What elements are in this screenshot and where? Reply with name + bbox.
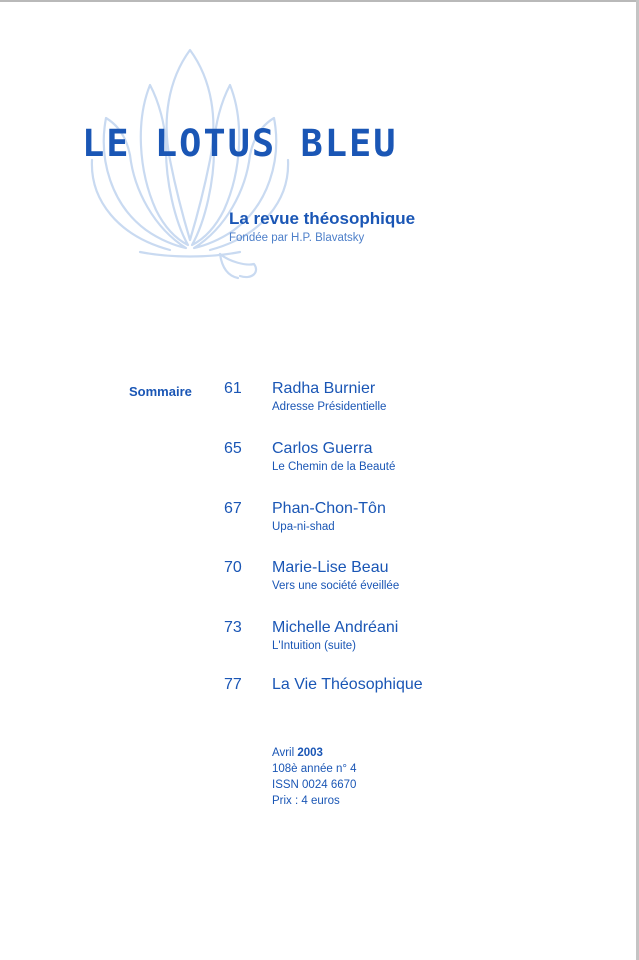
toc-author: La Vie Théosophique	[272, 676, 423, 693]
toc-author: Radha Burnier	[272, 380, 376, 397]
page-edge-top	[0, 0, 639, 2]
issue-price: Prix : 4 euros	[272, 795, 340, 807]
toc-page-number: 77	[224, 676, 242, 693]
issue-date	[272, 745, 357, 761]
magazine-title: LE LOTUS BLEU	[82, 122, 398, 165]
toc-author: Michelle Andréani	[272, 619, 399, 636]
magazine-subtitle: La revue théosophique	[229, 209, 416, 228]
issue-year: 2003	[297, 747, 323, 759]
toc-article-title: L'Intuition (suite)	[272, 640, 357, 652]
toc-page-number: 73	[224, 619, 242, 636]
toc-page-number: 61	[224, 380, 242, 397]
issue-volume: 108è année n° 4	[272, 763, 357, 775]
issue-issn: ISSN 0024 6670	[272, 779, 357, 791]
toc-author: Marie-Lise Beau	[272, 559, 389, 576]
toc-page-number: 70	[224, 559, 242, 576]
founder-note: Fondée par H.P. Blavatsky	[229, 232, 365, 244]
toc-page-number: 65	[224, 440, 242, 457]
toc-article-title: Upa-ni-shad	[272, 521, 335, 533]
toc-article-title: Le Chemin de la Beauté	[272, 461, 396, 473]
toc-author: Phan-Chon-Tôn	[272, 500, 386, 517]
issue-month: Avril	[272, 747, 295, 759]
toc-label: Sommaire	[129, 384, 192, 399]
toc-article-title: Vers une société éveillée	[272, 580, 400, 592]
toc-article-title: Adresse Présidentielle	[272, 401, 387, 413]
toc-author: Carlos Guerra	[272, 440, 373, 457]
issue-info	[272, 745, 357, 809]
toc-page-number: 67	[224, 500, 242, 517]
